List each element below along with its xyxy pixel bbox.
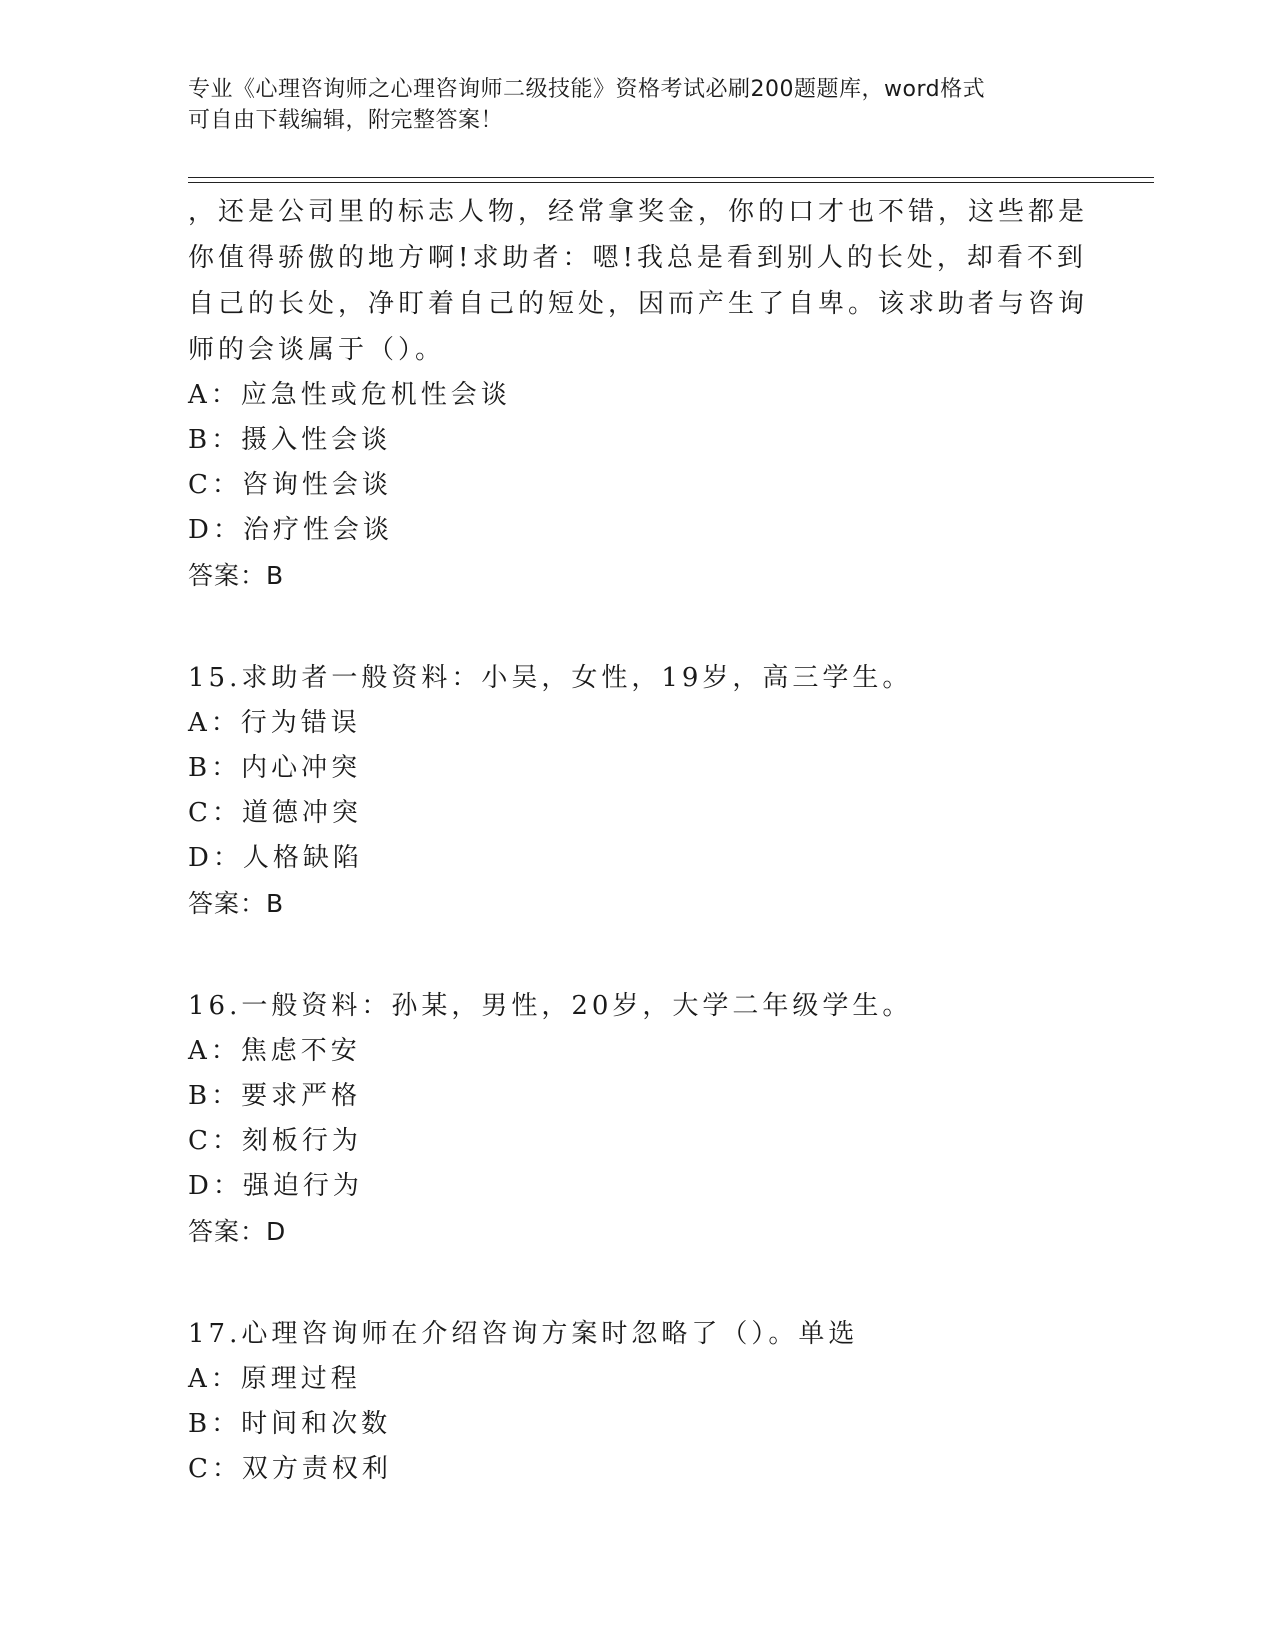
option-b: B：摄入性会谈 bbox=[188, 425, 392, 455]
header-divider-top bbox=[188, 177, 1154, 178]
question-text-line: 你值得骄傲的地方啊!求助者：嗯!我总是看到别人的长处，却看不到 bbox=[188, 243, 1087, 273]
answer-label: 答案：D bbox=[188, 1217, 287, 1246]
question-stem: 16.一般资料：孙某，男性，20岁，大学二年级学生。 bbox=[188, 991, 913, 1021]
option-c: C：道德冲突 bbox=[188, 798, 362, 828]
answer-label: 答案：B bbox=[188, 561, 285, 590]
header-title-line-2: 可自由下载编辑，附完整答案！ bbox=[188, 108, 504, 133]
document-header bbox=[188, 74, 1088, 136]
spacer bbox=[188, 927, 1088, 983]
question-text-line: 师的会谈属于（）。 bbox=[188, 335, 446, 365]
option-b: B：要求严格 bbox=[188, 1081, 362, 1111]
option-d: D：人格缺陷 bbox=[188, 843, 363, 873]
option-a: A：原理过程 bbox=[188, 1364, 361, 1394]
question-15 bbox=[188, 655, 1088, 927]
question-text-line: ，还是公司里的标志人物，经常拿奖金，你的口才也不错，这些都是 bbox=[188, 197, 1089, 227]
option-c: C：双方责权利 bbox=[188, 1454, 392, 1484]
question-14-continued bbox=[188, 189, 1088, 599]
question-text-line: 自己的长处，净盯着自己的短处，因而产生了自卑。该求助者与咨询 bbox=[188, 289, 1089, 319]
question-stem: 15.求助者一般资料：小吴，女性，19岁，高三学生。 bbox=[188, 663, 913, 693]
header-title-line-1: 专业《心理咨询师之心理咨询师二级技能》资格考试必刷200题题库，word格式 bbox=[188, 77, 986, 102]
answer-label: 答案：B bbox=[188, 889, 285, 918]
question-16 bbox=[188, 983, 1088, 1255]
option-b: B：内心冲突 bbox=[188, 753, 362, 783]
option-c: C：刻板行为 bbox=[188, 1126, 362, 1156]
question-content bbox=[188, 189, 1088, 1492]
question-stem: 17.心理咨询师在介绍咨询方案时忽略了（）。单选 bbox=[188, 1319, 859, 1349]
option-d: D：治疗性会谈 bbox=[188, 515, 393, 545]
option-a: A：应急性或危机性会谈 bbox=[188, 380, 511, 410]
option-d: D：强迫行为 bbox=[188, 1171, 363, 1201]
option-c: C：咨询性会谈 bbox=[188, 470, 392, 500]
spacer bbox=[188, 599, 1088, 655]
question-17 bbox=[188, 1311, 1088, 1492]
option-a: A：行为错误 bbox=[188, 708, 361, 738]
spacer bbox=[188, 1255, 1088, 1311]
header-divider-bottom bbox=[188, 182, 1154, 183]
option-b: B：时间和次数 bbox=[188, 1409, 392, 1439]
option-a: A：焦虑不安 bbox=[188, 1036, 361, 1066]
